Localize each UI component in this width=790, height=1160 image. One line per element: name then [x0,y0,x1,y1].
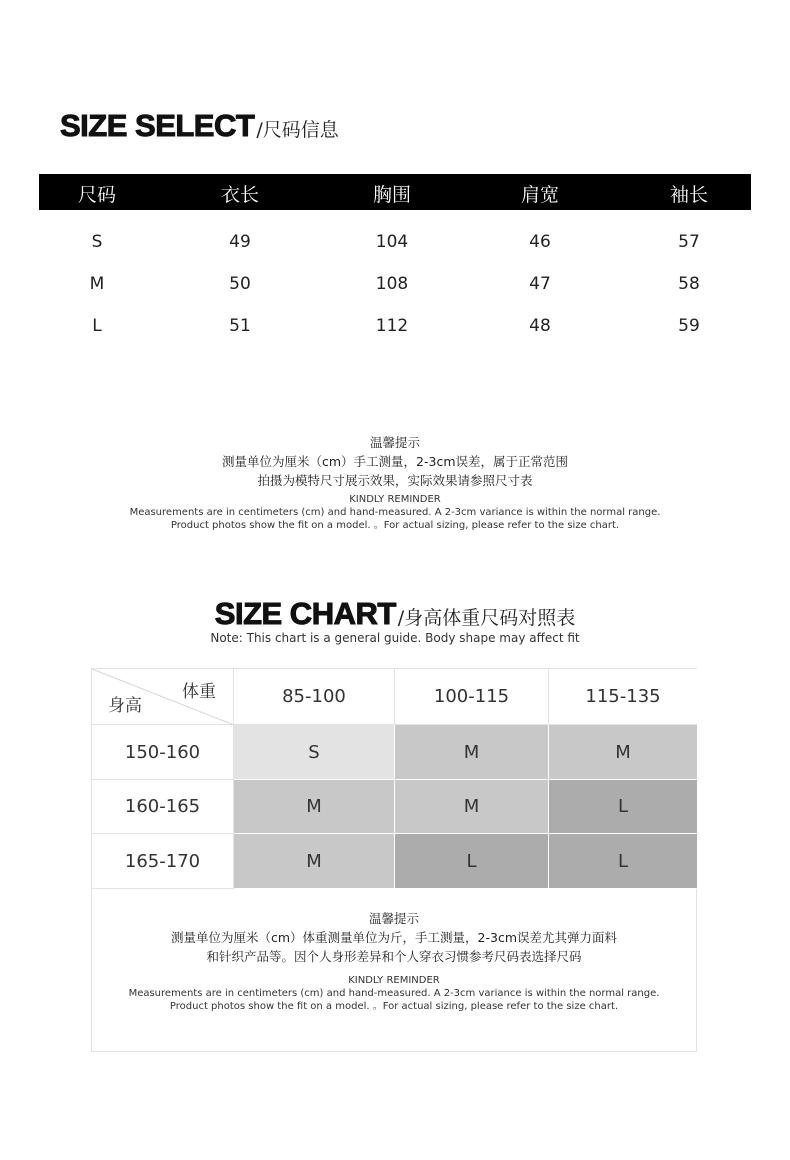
size-cell: M [234,834,395,889]
cell-size: M [89,274,105,294]
header-shoulder: 肩宽 [520,184,560,206]
size-cell: M [234,780,395,834]
size-cell: M [395,725,549,780]
size-chart-note: Note: This chart is a general guide. Body shape may affect fit [210,631,580,645]
cell-size: S [91,232,103,252]
header-chest: 胸围 [372,184,412,206]
weight-col-header: 115-135 [549,669,697,725]
header-size: 尺码 [77,184,117,206]
reminder-line-zh: 测量单位为厘米（cm）手工测量，2-3cm误差，属于正常范围 [221,454,568,469]
weight-col-header: 100-115 [395,669,549,725]
header-length: 衣长 [220,184,260,206]
cell-sleeve: 57 [678,232,700,252]
size-cell: M [549,725,697,780]
table-row [39,228,751,258]
cell-shoulder: 48 [529,316,551,336]
size-chart-grid [91,668,697,1052]
height-row-header: 165-170 [92,834,234,889]
reminder-line-en: Product photos show the fit on a model. 。For actual sizing, please refer to the size chart. [170,519,620,531]
size-select-reminder [0,433,790,532]
corner-header [92,669,234,725]
size-chart-subtitle: /身高体重尺码对照表 [397,607,576,629]
header-sleeve: 袖长 [669,184,709,206]
cell-size: L [92,316,102,336]
reminder-title-en: KINDLY REMINDER [349,494,441,505]
size-chart-title [0,596,790,632]
reminder-title-zh: 温馨提示 [369,435,420,450]
size-cell: L [549,780,697,834]
cell-shoulder: 46 [529,232,551,252]
reminder-line-en: Measurements are in centimeters (cm) and hand-measured. A 2-3cm variance is within the normal range. [128,988,660,999]
height-label: 身高 [108,696,142,716]
cell-shoulder: 47 [529,274,551,294]
cell-length: 51 [229,316,251,336]
size-select-title [60,108,339,144]
reminder-title-zh: 温馨提示 [368,911,419,926]
cell-sleeve: 59 [678,316,700,336]
reminder-title-en: KINDLY REMINDER [348,975,440,986]
cell-length: 49 [229,232,251,252]
size-chart-reminder [92,909,696,1013]
table-row [39,270,751,300]
height-row-header: 160-165 [92,780,234,834]
cell-sleeve: 58 [678,274,700,294]
weight-label: 体重 [182,682,216,702]
reminder-line-zh: 测量单位为厘米（cm）体重测量单位为斤，手工测量，2-3cm误差尤其弹力面料 [170,930,618,945]
size-table-header [39,174,751,210]
size-cell: L [395,834,549,889]
reminder-line-en: Measurements are in centimeters (cm) and hand-measured. A 2-3cm variance is within the normal range. [129,507,661,518]
size-cell: S [234,725,395,780]
cell-chest: 104 [375,232,409,252]
cell-chest: 108 [375,274,409,294]
reminder-line-zh: 和针织产品等。因个人身形差异和个人穿衣习惯参考尺码表选择尺码 [206,949,582,964]
height-row-header: 150-160 [92,725,234,780]
cell-length: 50 [229,274,251,294]
size-select-subtitle: /尺码信息 [256,119,339,141]
size-chart-heading: SIZE CHART [214,596,396,631]
table-row [39,312,751,342]
size-select-heading: SIZE SELECT [60,108,255,143]
weight-col-header: 85-100 [234,669,395,725]
reminder-line-en: Product photos show the fit on a model. 。For actual sizing, please refer to the size chart. [169,1000,619,1012]
reminder-line-zh: 拍摄为模特尺寸展示效果，实际效果请参照尺寸表 [257,473,533,488]
cell-chest: 112 [375,316,409,336]
size-cell: M [395,780,549,834]
size-cell: L [549,834,697,889]
